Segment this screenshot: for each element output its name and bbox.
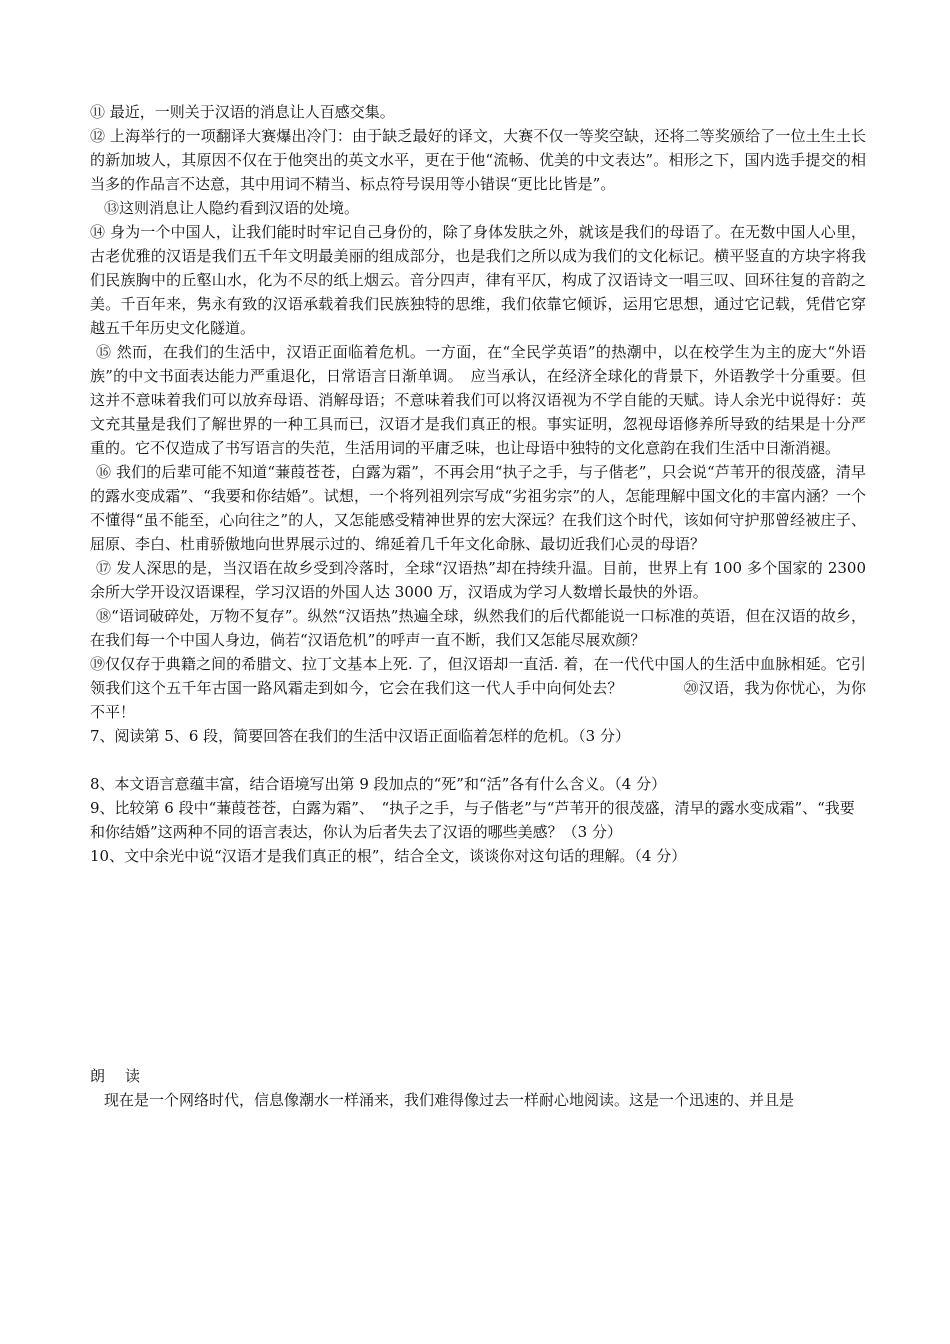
paragraph-17: ⑰ 发人深思的是，当汉语在故乡受到冷落时，全球“汉语热”却在持续升温。目前，世界上有 100 多个国家的 2300 余所大学开设汉语课程，学习汉语的外国人达 3000 万，汉语成为学习人数增长最快的外语。 <box>90 559 866 601</box>
paragraph-13: ⑬这则消息让人隐约看到汉语的处境。 <box>104 199 360 217</box>
question-7: 7、阅读第 5、6 段，简要回答在我们的生活中汉语正面临着怎样的危机。（3 分） <box>90 727 630 745</box>
document-page <box>90 100 866 1112</box>
answer-blank-area <box>90 868 866 1064</box>
paragraph-15: ⑮ 然而，在我们的生活中，汉语正面临着危机。一方面，在“全民学英语”的热潮中，以在校学生为主的庞大“外语族”的中文书面表达能力严重退化，日常语言日渐单调。 应当承认，在经济全球化的背景下，外语教学十分重要。但这并不意味着我们可以放弃母语、消解母语；不意味着我们可以将汉语视为不学自能的天赋。诗人余光中说得好：英文充其量是我们了解世界的一种工具而已，汉语才是我们真正的根。事实证明，忽视母语修养所导致的结果是十分严重的。它不仅造成了书写语言的失范，生活用词的平庸乏味，也让母语中独特的文化意韵在我们生活中日渐消褪。 <box>90 343 866 457</box>
paragraph-12: ⑫ 上海举行的一项翻译大赛爆出冷门：由于缺乏最好的译文，大赛不仅一等奖空缺，还将二等奖颁给了一位土生土长的新加坡人，其原因不仅在于他突出的英文水平，更在于他“流畅、优美的中文表达”。相形之下，国内选手提交的相当多的作品言不达意，其中用词不精当、标点符号误用等小错误“更比比皆是”。 <box>90 127 866 193</box>
paragraph-14: ⑭ 身为一个中国人，让我们能时时牢记自己身份的，除了身体发肤之外，就该是我们的母语了。在无数中国人心里，古老优雅的汉语是我们五千年文明最美丽的组成部分，也是我们之所以成为我们的文化标记。横平竖直的方块字将我们民族胸中的丘壑山水，化为不尽的纸上烟云。音分四声，律有平仄，构成了汉语诗文一唱三叹、回环往复的音韵之美。千百年来，隽永有致的汉语承载着我们民族独特的思维，我们依靠它倾诉，运用它思想，通过它记载，凭借它穿越五千年历史文化隧道。 <box>90 223 866 337</box>
paragraph-16: ⑯ 我们的后辈可能不知道“蒹葭苍苍，白露为霜”，不再会用“执子之手，与子偕老”，只会说“芦苇开的很茂盛，清早的露水变成霜”、“我要和你结婚”。试想，一个将列祖列宗写成“劣祖劣宗”的人，怎能理解中国文化的丰富内涵？一个不懂得“虽不能至，心向往之”的人，又怎能感受精神世界的宏大深远？在我们这个时代，该如何守护那曾经被庄子、屈原、李白、杜甫骄傲地向世界展示过的、绵延着几千年文化命脉、最切近我们心灵的母语？ <box>90 463 866 553</box>
paragraph-19: ⑲仅仅存于典籍之间的希腊文、拉丁文基本上死. 了，但汉语却一直活. 着，在一代代中国人的生活中血脉相延。它引领我们这个五千年古国一路风霜走到如今，它会在我们这一代人手中向何处去？ ⑳汉语，我为你忧心，为你不平！ <box>90 655 866 721</box>
section-title: 朗读 <box>90 1067 161 1085</box>
question-10: 10、文中余光中说“汉语才是我们真正的根”，结合全文，谈谈你对这句话的理解。（4 分） <box>90 847 687 865</box>
section-first-line: 现在是一个网络时代，信息像潮水一样涌来，我们难得像过去一样耐心地阅读。这是一个迅速的、并且是 <box>104 1091 795 1109</box>
paragraph-11: ⑪ 最近，一则关于汉语的消息让人百感交集。 <box>90 103 395 121</box>
question-9: 9、比较第 6 段中“蒹葭苍苍，白露为霜”、 “执子之手，与子偕老”与“芦苇开的很茂盛，清早的露水变成霜”、“我要和你结婚”这两种不同的语言表达，你认为后者失去了汉语的哪些美感？（3 分） <box>90 799 855 841</box>
question-8: 8、本文语言意蕴丰富，结合语境写出第 9 段加点的“死”和“活”各有什么含义。（4 分） <box>90 775 667 793</box>
paragraph-18: ⑱“语词破碎处，万物不复存”。纵然“汉语热”热遍全球，纵然我们的后代都能说一口标准的英语，但在汉语的故乡，在我们每一个中国人身边，倘若“汉语危机”的呼声一直不断，我们又怎能尽展欢颜？ <box>90 607 866 649</box>
